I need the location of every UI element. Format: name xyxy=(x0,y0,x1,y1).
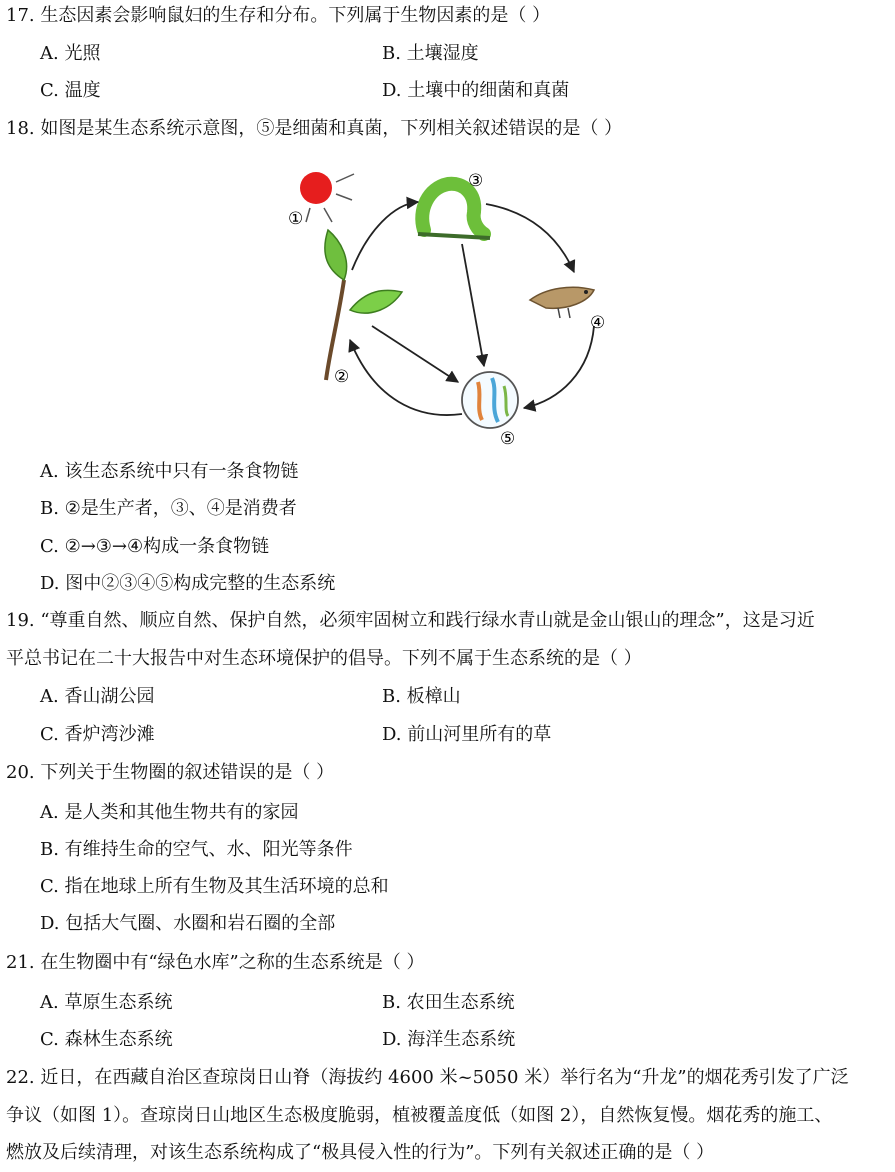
decomposer-icon xyxy=(462,372,518,428)
q20-option-d: D. 包括大气圈、水圈和岩石圈的全部 xyxy=(40,913,336,934)
q18-option-c: C. ②→③→④构成一条食物链 xyxy=(40,536,270,557)
plant-icon xyxy=(325,230,402,380)
label-sun: ① xyxy=(288,209,304,229)
q22-stem-line3: 燃放及后续清理，对该生态系统构成了“极具侵入性的行为”。下列有关叙述正确的是（ ） xyxy=(6,1142,715,1163)
arrow-caterpillar-to-decomposer xyxy=(462,244,484,366)
label-caterpillar: ③ xyxy=(468,171,484,191)
q20-option-b: B. 有维持生命的空气、水、阳光等条件 xyxy=(40,839,353,860)
q21-option-a: A. 草原生态系统 xyxy=(40,992,173,1013)
label-plant: ② xyxy=(334,367,350,387)
q17-option-d: D. 土壤中的细菌和真菌 xyxy=(382,80,570,101)
q21-stem: 21. 在生物圈中有“绿色水库”之称的生态系统是（ ） xyxy=(6,952,425,973)
q17-option-b: B. 土壤湿度 xyxy=(382,43,479,64)
q19-stem-line2: 平总书记在二十大报告中对生态环境保护的倡导。下列不属于生态系统的是（ ） xyxy=(6,648,642,669)
arrow-decomposer-to-plant xyxy=(350,340,462,415)
q18-option-a: A. 该生态系统中只有一条食物链 xyxy=(40,461,299,482)
bird-icon xyxy=(530,287,594,318)
q20-option-c: C. 指在地球上所有生物及其生活环境的总和 xyxy=(40,876,389,897)
q17-stem: 17. 生态因素会影响鼠妇的生存和分布。下列属于生物因素的是（ ） xyxy=(6,5,551,26)
q22-stem-line2: 争议（如图 1）。查琼岗日山地区生态极度脆弱，植被覆盖度低（如图 2），自然恢复慢。烟花秀的施工、 xyxy=(6,1105,833,1126)
ecosystem-diagram xyxy=(268,160,632,450)
arrow-plant-to-decomposer xyxy=(372,326,458,382)
q19-option-d: D. 前山河里所有的草 xyxy=(382,724,552,745)
caterpillar-icon xyxy=(418,184,490,238)
q22-stem-line1: 22. 近日，在西藏自治区查琼岗日山脊（海拔约 4600 米~5050 米）举行名为“升龙”的烟花秀引发了广泛 xyxy=(6,1067,849,1088)
q18-option-b: B. ②是生产者，③、④是消费者 xyxy=(40,498,297,519)
arrow-caterpillar-to-bird xyxy=(486,204,574,272)
arrow-plant-to-caterpillar xyxy=(352,202,418,270)
q21-option-d: D. 海洋生态系统 xyxy=(382,1029,516,1050)
q17-option-c: C. 温度 xyxy=(40,80,101,101)
q19-option-c: C. 香炉湾沙滩 xyxy=(40,724,155,745)
q18-stem: 18. 如图是某生态系统示意图，⑤是细菌和真菌，下列相关叙述错误的是（ ） xyxy=(6,118,623,139)
q18-option-d: D. 图中②③④⑤构成完整的生态系统 xyxy=(40,573,336,594)
arrow-bird-to-decomposer xyxy=(524,326,594,408)
q19-option-a: A. 香山湖公园 xyxy=(40,686,155,707)
sun-icon xyxy=(300,172,354,222)
q19-stem-line1: 19. “尊重自然、顺应自然、保护自然，必须牢固树立和践行绿水青山就是金山银山的理念”，这是习近 xyxy=(6,610,815,631)
q21-option-c: C. 森林生态系统 xyxy=(40,1029,173,1050)
q21-option-b: B. 农田生态系统 xyxy=(382,992,515,1013)
q17-option-a: A. 光照 xyxy=(40,43,101,64)
q20-stem: 20. 下列关于生物圈的叙述错误的是（ ） xyxy=(6,762,335,783)
q19-option-b: B. 板樟山 xyxy=(382,686,461,707)
label-bird: ④ xyxy=(590,313,606,333)
label-decomposer: ⑤ xyxy=(500,429,516,449)
q20-option-a: A. 是人类和其他生物共有的家园 xyxy=(40,802,299,823)
